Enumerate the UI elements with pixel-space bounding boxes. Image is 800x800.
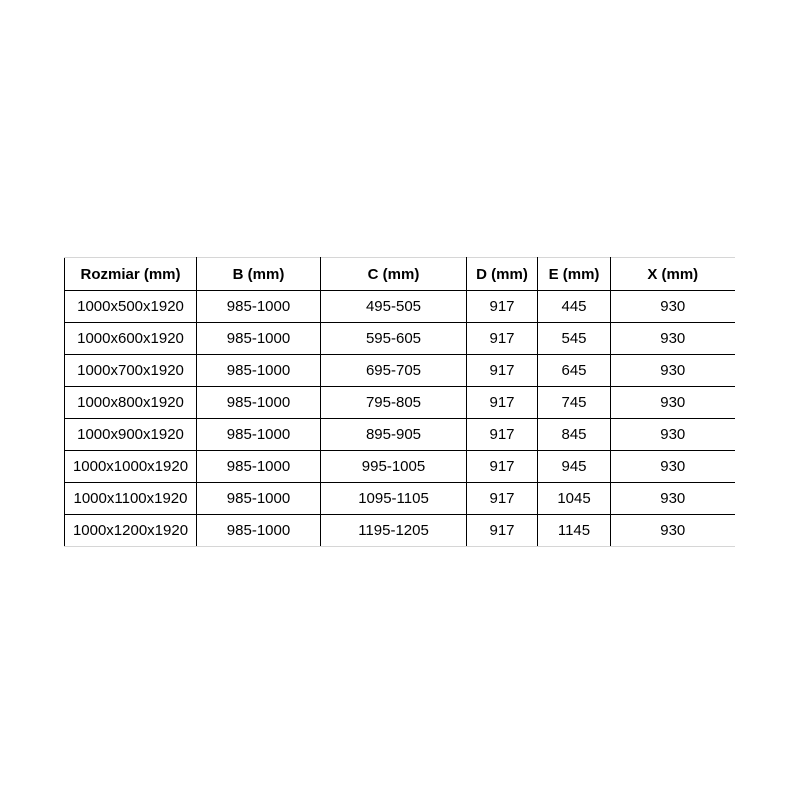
table-cell: 595-605	[321, 323, 467, 355]
table-cell: 845	[538, 419, 611, 451]
table-row	[65, 451, 735, 483]
table-cell: 930	[611, 451, 735, 483]
table-cell: 1000x1200x1920	[65, 515, 197, 547]
header-row	[65, 258, 735, 291]
table-cell: 1195-1205	[321, 515, 467, 547]
table-row	[65, 387, 735, 419]
table-cell: 985-1000	[197, 515, 321, 547]
table-row	[65, 515, 735, 547]
table-cell: 495-505	[321, 291, 467, 323]
table-cell: 1000x500x1920	[65, 291, 197, 323]
table-cell: 1000x600x1920	[65, 323, 197, 355]
table-cell: 930	[611, 387, 735, 419]
column-header-b: B (mm)	[197, 258, 321, 291]
table-cell: 445	[538, 291, 611, 323]
table-cell: 985-1000	[197, 323, 321, 355]
size-table-container	[64, 257, 735, 547]
table-cell: 1095-1105	[321, 483, 467, 515]
table-cell: 917	[467, 323, 538, 355]
table-cell: 895-905	[321, 419, 467, 451]
table-cell: 545	[538, 323, 611, 355]
table-cell: 1045	[538, 483, 611, 515]
table-row	[65, 483, 735, 515]
size-table-body	[65, 291, 735, 547]
table-cell: 930	[611, 419, 735, 451]
table-cell: 985-1000	[197, 451, 321, 483]
size-table	[64, 257, 735, 547]
table-cell: 917	[467, 387, 538, 419]
table-cell: 985-1000	[197, 387, 321, 419]
table-cell: 945	[538, 451, 611, 483]
table-cell: 930	[611, 355, 735, 387]
table-cell: 795-805	[321, 387, 467, 419]
column-header-c: C (mm)	[321, 258, 467, 291]
table-cell: 695-705	[321, 355, 467, 387]
table-cell: 1000x900x1920	[65, 419, 197, 451]
table-cell: 645	[538, 355, 611, 387]
column-header-x: X (mm)	[611, 258, 735, 291]
table-cell: 930	[611, 515, 735, 547]
table-cell: 1000x700x1920	[65, 355, 197, 387]
table-row	[65, 419, 735, 451]
table-cell: 917	[467, 291, 538, 323]
table-cell: 985-1000	[197, 355, 321, 387]
table-row	[65, 355, 735, 387]
table-cell: 1145	[538, 515, 611, 547]
table-cell: 985-1000	[197, 483, 321, 515]
table-cell: 917	[467, 483, 538, 515]
table-cell: 917	[467, 355, 538, 387]
table-cell: 1000x1100x1920	[65, 483, 197, 515]
column-header-d: D (mm)	[467, 258, 538, 291]
table-cell: 1000x1000x1920	[65, 451, 197, 483]
table-cell: 985-1000	[197, 291, 321, 323]
table-cell: 917	[467, 515, 538, 547]
table-cell: 930	[611, 291, 735, 323]
size-table-header	[65, 258, 735, 291]
table-cell: 985-1000	[197, 419, 321, 451]
table-row	[65, 291, 735, 323]
table-cell: 745	[538, 387, 611, 419]
table-cell: 1000x800x1920	[65, 387, 197, 419]
table-cell: 995-1005	[321, 451, 467, 483]
table-cell: 917	[467, 419, 538, 451]
column-header-rozmiar: Rozmiar (mm)	[65, 258, 197, 291]
column-header-e: E (mm)	[538, 258, 611, 291]
table-cell: 930	[611, 483, 735, 515]
table-row	[65, 323, 735, 355]
table-cell: 930	[611, 323, 735, 355]
table-cell: 917	[467, 451, 538, 483]
